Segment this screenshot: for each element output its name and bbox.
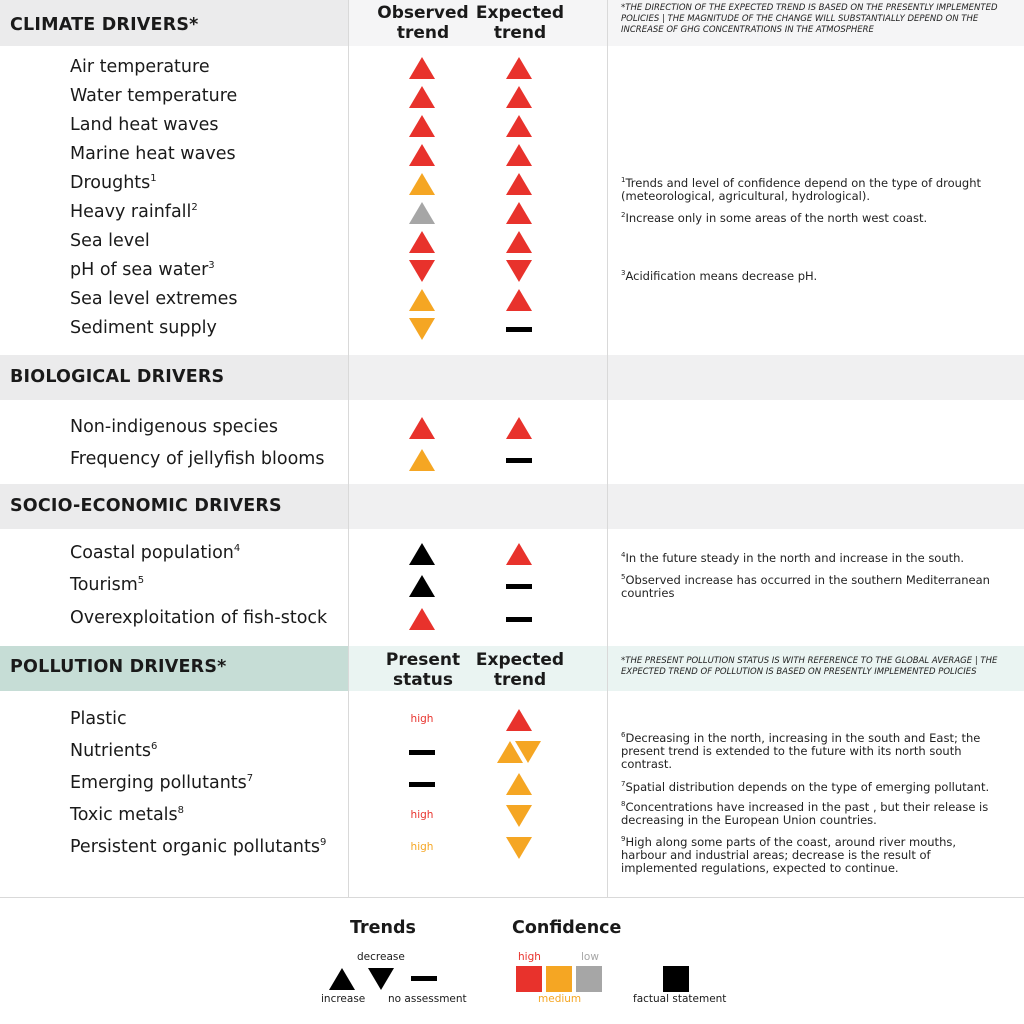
climate-header-note: *THE DIRECTION OF THE EXPECTED TREND IS BASED ON THE PRESENTLY IMPLEMENTED POLICIES | THE MAGNITUDE OF THE CHANGE WILL SUBSTANTIALLY DEPEND ON THE INCREASE OF GHG CONCENTRATIONS IN THE ATMOSPHERE [621,3,998,35]
driver-label [70,260,215,280]
footnote-text: Spatial distribution depends on the type of emerging pollutant. [625,779,990,794]
driver-name: Plastic [70,709,127,729]
observed-trend-increase-icon [409,144,435,166]
footnote-marker: 2 [191,202,198,214]
footnote-text: Observed increase has occurred in the southern Mediterranean countries [621,572,990,600]
observed-trend-decrease-icon [409,260,435,282]
socio-header-columns-bg [348,484,1024,529]
legend-confidence-title: Confidence [512,918,622,938]
observed-trend-increase-icon [409,86,435,108]
driver-name: Heavy rainfall [70,202,192,222]
footnote-marker: 5 [621,573,626,581]
driver-name: Land heat waves [70,115,219,135]
socio-section-title: SOCIO-ECONOMIC DRIVERS [10,496,282,516]
expected-trend-increase-icon [506,115,532,137]
footnote-marker: 6 [621,731,626,739]
driver-label [70,144,236,164]
driver-label [70,709,127,729]
driver-name: Overexploitation of fish-stock [70,608,328,628]
observed-trend-increase-icon [409,173,435,195]
legend-factual-label: factual statement [633,993,727,1005]
present-status-value: high [410,713,434,725]
biological-section-title: BIOLOGICAL DRIVERS [10,367,225,387]
expected-trend-increase-icon [506,202,532,224]
driver-label [70,449,324,469]
legend-factual-swatch [663,966,689,992]
expected-trend-no-assessment-icon [506,617,532,622]
footnote-marker: 8 [177,805,185,817]
observed-trend-increase-icon [409,608,435,630]
legend-no-assessment-label: no assessment [388,993,467,1005]
pollution-footnote [621,729,1001,771]
biological-header-columns-bg [348,355,1024,400]
expected-trend-increase-icon [506,289,532,311]
pollution-footnote [621,833,1001,875]
column-divider-left [348,0,349,898]
socio-footnote [621,549,1001,565]
driver-name: Toxic metals [70,805,178,825]
footnote-text: High along some parts of the coast, around river mouths, harbour and industrial areas; decrease is the result of implemented regulations, expected to continue. [621,834,957,875]
driver-name: Sea level extremes [70,289,238,309]
socio-footnote [621,571,1001,600]
driver-label [70,837,326,857]
footnote-marker: 4 [621,551,626,559]
footnote-marker: 7 [246,773,254,785]
pollution-footnote [621,778,1001,794]
driver-label [70,805,184,825]
pollution-expected-trend-header: Expected trend [475,650,565,690]
expected-trend-decrease-icon [506,805,532,827]
expected-trend-header: Expected trend [475,3,565,43]
observed-trend-header: Observed trend [377,3,469,43]
footnote-marker: 4 [233,543,241,555]
expected-trend-increase-icon [506,144,532,166]
driver-name: Air temperature [70,57,210,77]
driver-label [70,575,144,595]
footnote-text: Decreasing in the north, increasing in the south and East; the present trend is extended to the future with its north south contrast. [621,730,981,771]
observed-trend-increase-icon [409,575,435,597]
footnote-text: In the future steady in the north and increase in the south. [625,550,965,565]
expected-trend-increase-icon [506,57,532,79]
footnote-marker: 7 [621,780,626,788]
driver-label [70,773,253,793]
present-status-no-assessment-icon [409,750,435,755]
observed-trend-increase-icon [409,289,435,311]
footnote-marker: 6 [150,741,158,753]
expected-trend-increase-icon [506,543,532,565]
climate-footnote [621,209,1001,225]
expected-trend-increase-icon [506,86,532,108]
expected-trend-decrease-icon [506,260,532,282]
column-divider-right [607,0,608,898]
driver-name: Sediment supply [70,318,217,338]
legend-increase-label: increase [321,993,366,1005]
footnote-text: Acidification means decrease pH. [625,268,818,283]
observed-trend-increase-icon [409,543,435,565]
footnote-text: Trends and level of confidence depend on the type of drought (meteorological, agricultural, hydrological). [621,175,982,203]
expected-trend-increase-icon [506,173,532,195]
footnote-text: Concentrations have increased in the past , but their release is decreasing in the European Union countries. [621,799,989,827]
expected-trend-decrease-icon [515,741,541,763]
driver-label [70,173,157,193]
observed-trend-increase-icon [409,202,435,224]
driver-name: Emerging pollutants [70,773,247,793]
driver-name: Sea level [70,231,150,251]
driver-name: Nutrients [70,741,151,761]
legend-decrease-label: decrease [357,951,405,963]
driver-label [70,289,238,309]
pollution-footnote [621,798,1001,827]
footnote-marker: 9 [621,835,626,843]
driver-name: Water temperature [70,86,238,106]
driver-name: Non-indigenous species [70,417,278,437]
legend-increase-icon [329,968,355,990]
climate-section-title: CLIMATE DRIVERS* [10,15,199,35]
observed-trend-increase-icon [409,417,435,439]
observed-trend-decrease-icon [409,318,435,340]
driver-label [70,417,278,437]
footnote-marker: 3 [208,260,215,272]
driver-label [70,115,219,135]
expected-trend-increase-icon [506,709,532,731]
driver-label [70,202,198,222]
driver-label [70,741,157,761]
expected-trend-no-assessment-icon [506,584,532,589]
footnote-marker: 2 [621,211,626,219]
legend-decrease-icon [368,968,394,990]
present-status-header: Present status [385,650,461,690]
legend-high-swatch [516,966,542,992]
driver-label [70,543,240,563]
legend-no-assessment-icon [411,976,437,981]
footnote-marker: 5 [137,575,145,587]
driver-name: Droughts [70,173,151,193]
footnote-marker: 8 [621,800,626,808]
observed-trend-increase-icon [409,231,435,253]
climate-footnote [621,267,1001,283]
driver-name: pH of sea water [70,260,209,280]
present-status-value: high [410,809,434,821]
driver-label [70,57,210,77]
legend-medium-label: medium [538,993,582,1005]
footnote-marker: 9 [319,837,327,849]
footnote-marker: 1 [150,173,157,185]
footnote-marker: 3 [621,269,626,277]
pollution-header-note: *THE PRESENT POLLUTION STATUS IS WITH REFERENCE TO THE GLOBAL AVERAGE | THE EXPECTED TREND OF POLLUTION IS BASED ON PRESENTLY IMPLEMENTED POLICIES [621,656,998,677]
observed-trend-increase-icon [409,57,435,79]
driver-label [70,231,150,251]
driver-label [70,318,217,338]
legend-high-label: high [518,951,541,963]
driver-name: Frequency of jellyfish blooms [70,449,325,469]
expected-trend-decrease-icon [506,837,532,859]
footnote-marker: 1 [621,176,626,184]
observed-trend-increase-icon [409,449,435,471]
present-status-value: high [410,841,434,853]
driver-name: Persistent organic pollutants [70,837,320,857]
footnote-text: Increase only in some areas of the north west coast. [625,210,928,225]
table-bottom-rule [0,897,1024,898]
legend-low-swatch [576,966,602,992]
present-status-no-assessment-icon [409,782,435,787]
driver-name: Tourism [70,575,138,595]
driver-label [70,86,237,106]
pollution-section-title: POLLUTION DRIVERS* [10,657,227,677]
expected-trend-increase-icon [506,231,532,253]
legend-low-label: low [581,951,599,963]
expected-trend-no-assessment-icon [506,458,532,463]
legend-trends-title: Trends [350,918,416,938]
expected-trend-no-assessment-icon [506,327,532,332]
driver-name: Coastal population [70,543,234,563]
climate-footnote [621,174,1001,203]
driver-name: Marine heat waves [70,144,236,164]
expected-trend-increase-icon [506,417,532,439]
legend-medium-swatch [546,966,572,992]
expected-trend-increase-icon [506,773,532,795]
observed-trend-increase-icon [409,115,435,137]
driver-label [70,608,327,628]
